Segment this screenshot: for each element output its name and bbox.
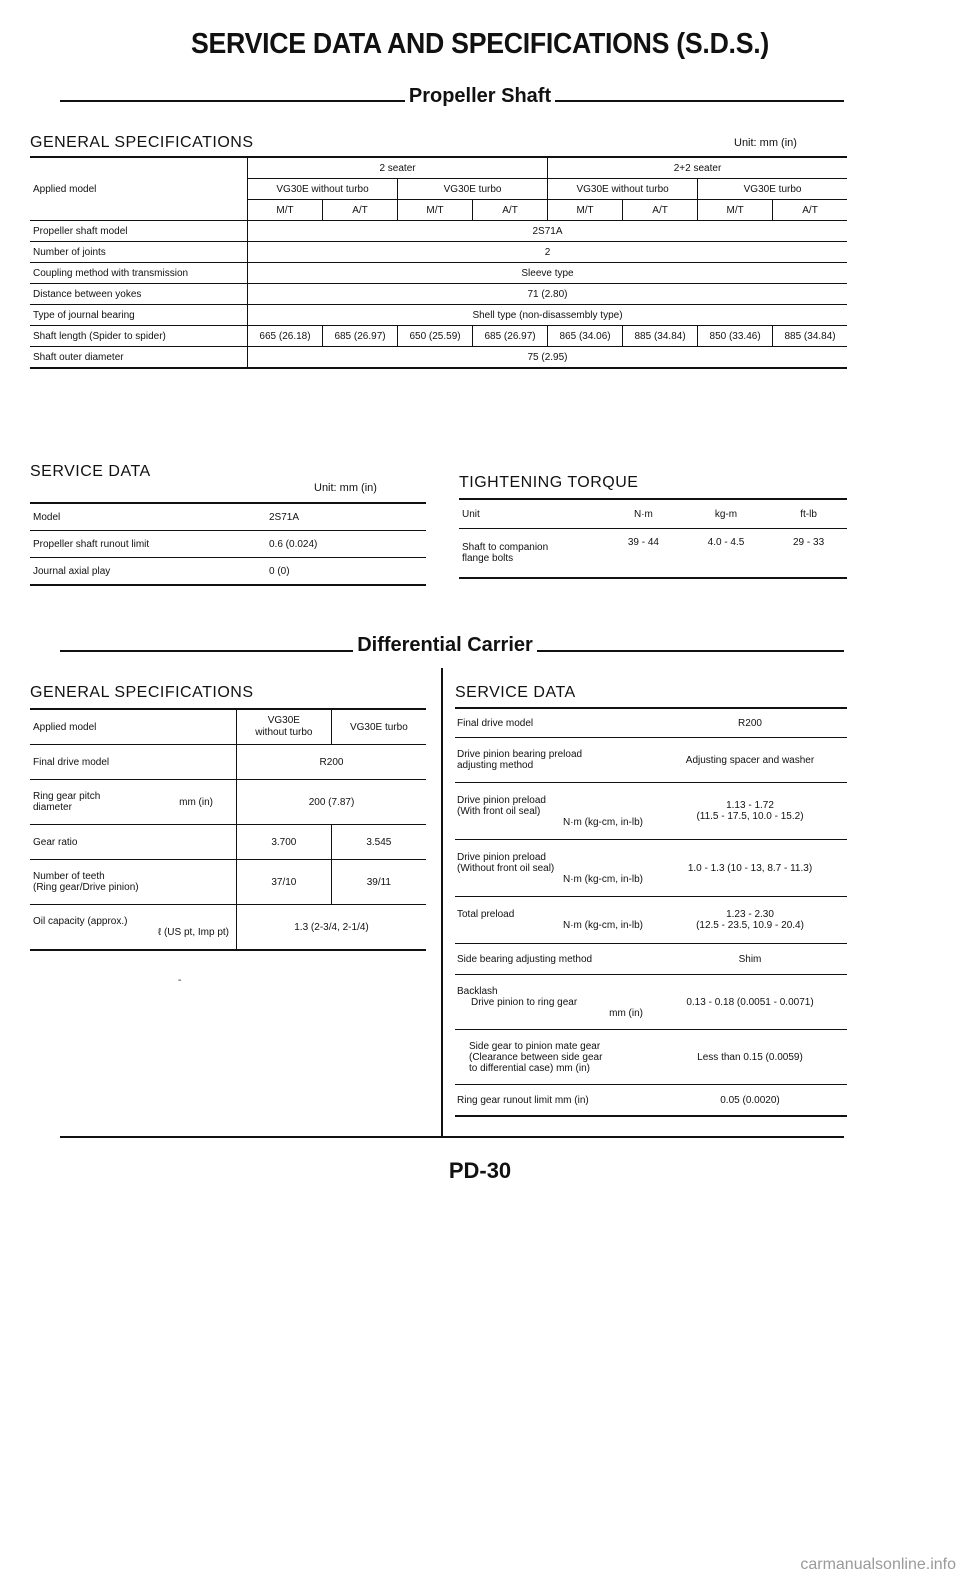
diff-oil-value: 1.3 (2-3/4, 2-1/4) (237, 905, 427, 951)
torque-nm: 39 - 44 (605, 529, 682, 579)
shaft-length-cell: 650 (25.59) (398, 326, 473, 347)
pp-without-line1: Drive pinion preload (457, 851, 546, 863)
diff-oil-label (30, 905, 237, 951)
torque-label-line2: flange bolts (462, 553, 514, 564)
dsd-side-gear-value: Less than 0.15 (0.0059) (653, 1030, 847, 1085)
spec-value: Shell type (non-disassembly type) (248, 305, 848, 326)
diff-gear-ratio-b: 3.545 (331, 825, 426, 860)
shaft-length-label: Shaft length (Spider to spider) (30, 326, 248, 347)
diff-service-table (455, 707, 847, 1117)
seater-22: 2+2 seater (548, 157, 847, 179)
dsd-pp-with-label (455, 783, 653, 840)
trans-mt: M/T (398, 200, 473, 221)
engine-22-turbo: VG30E turbo (698, 179, 847, 200)
diff-final-drive-label: Final drive model (30, 745, 237, 780)
diff-final-drive-value: R200 (237, 745, 427, 780)
diff-general-title: GENERAL SPECIFICATIONS (30, 684, 254, 701)
backlash-line1: Backlash (457, 985, 498, 997)
torque-label-line1: Shaft to companion (462, 542, 549, 553)
service-label: Propeller shaft runout limit (30, 531, 266, 558)
spec-value: Sleeve type (248, 263, 848, 284)
diff-model-a-line2: without turbo (255, 727, 313, 738)
total-value2: (12.5 - 23.5, 10.9 - 20.4) (696, 920, 804, 931)
service-label: Journal axial play (30, 558, 266, 586)
dsd-final-drive-label: Final drive model (455, 708, 653, 738)
diff-gear-ratio-label: Gear ratio (30, 825, 237, 860)
diff-ring-gear-value: 200 (7.87) (237, 780, 427, 825)
spec-label: Propeller shaft model (30, 221, 248, 242)
backlash-line3: mm (in) (609, 1007, 643, 1019)
total-value1: 1.23 - 2.30 (726, 909, 774, 920)
engine-2-without: VG30E without turbo (248, 179, 398, 200)
propeller-section-title: Propeller Shaft (405, 85, 555, 107)
seater-2: 2 seater (248, 157, 548, 179)
total-line1: Total preload (457, 909, 515, 920)
spec-label: Coupling method with transmission (30, 263, 248, 284)
oil-line2: ℓ (US pt, Imp pt) (157, 927, 229, 938)
diff-section-title: Differential Carrier (353, 634, 537, 656)
dsd-side-method-value: Shim (653, 944, 847, 975)
torque-title: TIGHTENING TORQUE (459, 474, 639, 491)
diff-ring-gear-label (30, 780, 237, 825)
dsd-total-value (653, 897, 847, 944)
propeller-service-table (30, 502, 426, 586)
preload-method-line1: Drive pinion bearing preload (457, 749, 583, 760)
pp-without-line2: (Without front oil seal) (457, 862, 555, 874)
watermark-text: carmanualsonline.info (800, 1556, 956, 1573)
total-line2: N·m (kg-cm, in-lb) (563, 920, 643, 931)
diff-model-b: VG30E turbo (331, 709, 426, 745)
dsd-runout-label: Ring gear runout limit mm (in) (455, 1085, 653, 1117)
service-value: 0 (0) (266, 558, 426, 586)
dsd-pp-without-label (455, 840, 653, 897)
shaft-length-cell: 885 (34.84) (773, 326, 847, 347)
shaft-length-cell: 885 (34.84) (623, 326, 698, 347)
diff-header-wrap (0, 634, 890, 657)
dsd-backlash-label (455, 975, 653, 1030)
torque-kgm: 4.0 - 4.5 (682, 529, 770, 579)
shaft-length-cell: 850 (33.46) (698, 326, 773, 347)
ring-gear-line2: diameter (33, 802, 72, 813)
dsd-pp-without-value: 1.0 - 1.3 (10 - 13, 8.7 - 11.3) (653, 840, 847, 897)
pp-with-line1: Drive pinion preload (457, 794, 546, 806)
trans-at: A/T (473, 200, 548, 221)
torque-label (459, 529, 605, 579)
applied-model-label: Applied model (30, 157, 248, 221)
pp-without-line3: N·m (kg-cm, in-lb) (563, 873, 643, 885)
diff-teeth-a: 37/10 (237, 860, 332, 905)
torque-table (459, 498, 847, 579)
torque-header-ftlb: ft-lb (770, 499, 847, 529)
torque-header-nm: N·m (605, 499, 682, 529)
propeller-header-wrap (0, 85, 960, 108)
preload-method-line2: adjusting method (457, 760, 534, 771)
side-gear-line1: Side gear to pinion mate gear (469, 1040, 601, 1052)
pp-with-line2: (With front oil seal) (457, 805, 541, 817)
side-gear-line3: to differential case) mm (in) (469, 1062, 590, 1074)
spec-value: 2 (248, 242, 848, 263)
shaft-length-cell: 685 (26.97) (323, 326, 398, 347)
outer-diameter-value: 75 (2.95) (248, 347, 848, 369)
diff-teeth-label (30, 860, 237, 905)
trans-at: A/T (773, 200, 847, 221)
backlash-line2: Drive pinion to ring gear (471, 996, 578, 1008)
bottom-rule (60, 1136, 844, 1138)
diff-applied-label: Applied model (30, 709, 237, 745)
propeller-general-unit: Unit: mm (in) (734, 137, 797, 149)
diff-teeth-b: 39/11 (331, 860, 426, 905)
dsd-pp-with-value (653, 783, 847, 840)
propeller-general-table (30, 156, 847, 369)
dsd-side-method-label: Side bearing adjusting method (455, 944, 653, 975)
teeth-line1: Number of teeth (33, 871, 105, 882)
dsd-backlash-value: 0.13 - 0.18 (0.0051 - 0.0071) (653, 975, 847, 1030)
shaft-length-cell: 665 (26.18) (248, 326, 323, 347)
propeller-general-title: GENERAL SPECIFICATIONS (30, 134, 254, 151)
oil-line1: Oil capacity (approx.) (33, 916, 128, 927)
engine-2-turbo: VG30E turbo (398, 179, 548, 200)
dsd-side-gear-label (455, 1030, 653, 1085)
pp-with-value2: (11.5 - 17.5, 10.0 - 15.2) (696, 811, 804, 822)
trans-mt: M/T (248, 200, 323, 221)
dsd-runout-value: 0.05 (0.0020) (653, 1085, 847, 1117)
spec-value: 71 (2.80) (248, 284, 848, 305)
shaft-length-cell: 865 (34.06) (548, 326, 623, 347)
diff-divider (441, 668, 443, 1138)
teeth-line2: (Ring gear/Drive pinion) (33, 882, 139, 893)
spec-label: Number of joints (30, 242, 248, 263)
propeller-service-title: SERVICE DATA (30, 463, 151, 480)
torque-header-kgm: kg-m (682, 499, 770, 529)
dsd-preload-method-value: Adjusting spacer and washer (653, 738, 847, 783)
torque-header-unit: Unit (459, 499, 605, 529)
service-value: 0.6 (0.024) (266, 531, 426, 558)
trans-at: A/T (323, 200, 398, 221)
service-label: Model (30, 503, 266, 531)
dsd-total-label (455, 897, 653, 944)
page-number: PD-30 (448, 1158, 512, 1183)
diff-gear-ratio-a: 3.700 (237, 825, 332, 860)
ring-gear-unit: mm (in) (179, 796, 213, 808)
diff-model-a-line1: VG30E (267, 715, 300, 726)
diff-model-a (237, 709, 332, 745)
dsd-preload-method-label (455, 738, 653, 783)
shaft-length-cell: 685 (26.97) (473, 326, 548, 347)
spec-label: Distance between yokes (30, 284, 248, 305)
diff-general-table (30, 708, 426, 951)
spec-value: 2S71A (248, 221, 848, 242)
page-title: SERVICE DATA AND SPECIFICATIONS (S.D.S.) (191, 28, 769, 60)
dsd-final-drive-value: R200 (653, 708, 847, 738)
ring-gear-line1: Ring gear pitch (33, 791, 101, 802)
spec-label: Type of journal bearing (30, 305, 248, 326)
engine-22-without: VG30E without turbo (548, 179, 698, 200)
side-gear-line2: (Clearance between side gear (469, 1051, 603, 1063)
trans-mt: M/T (698, 200, 773, 221)
service-value: 2S71A (266, 503, 426, 531)
trans-mt: M/T (548, 200, 623, 221)
outer-diameter-label: Shaft outer diameter (30, 347, 248, 369)
pp-with-value1: 1.13 - 1.72 (726, 800, 774, 811)
pp-with-line3: N·m (kg-cm, in-lb) (563, 816, 643, 828)
dash-mark: - (178, 975, 182, 986)
propeller-service-unit: Unit: mm (in) (314, 482, 377, 494)
trans-at: A/T (623, 200, 698, 221)
diff-service-title: SERVICE DATA (455, 684, 576, 701)
torque-ftlb: 29 - 33 (770, 529, 847, 579)
